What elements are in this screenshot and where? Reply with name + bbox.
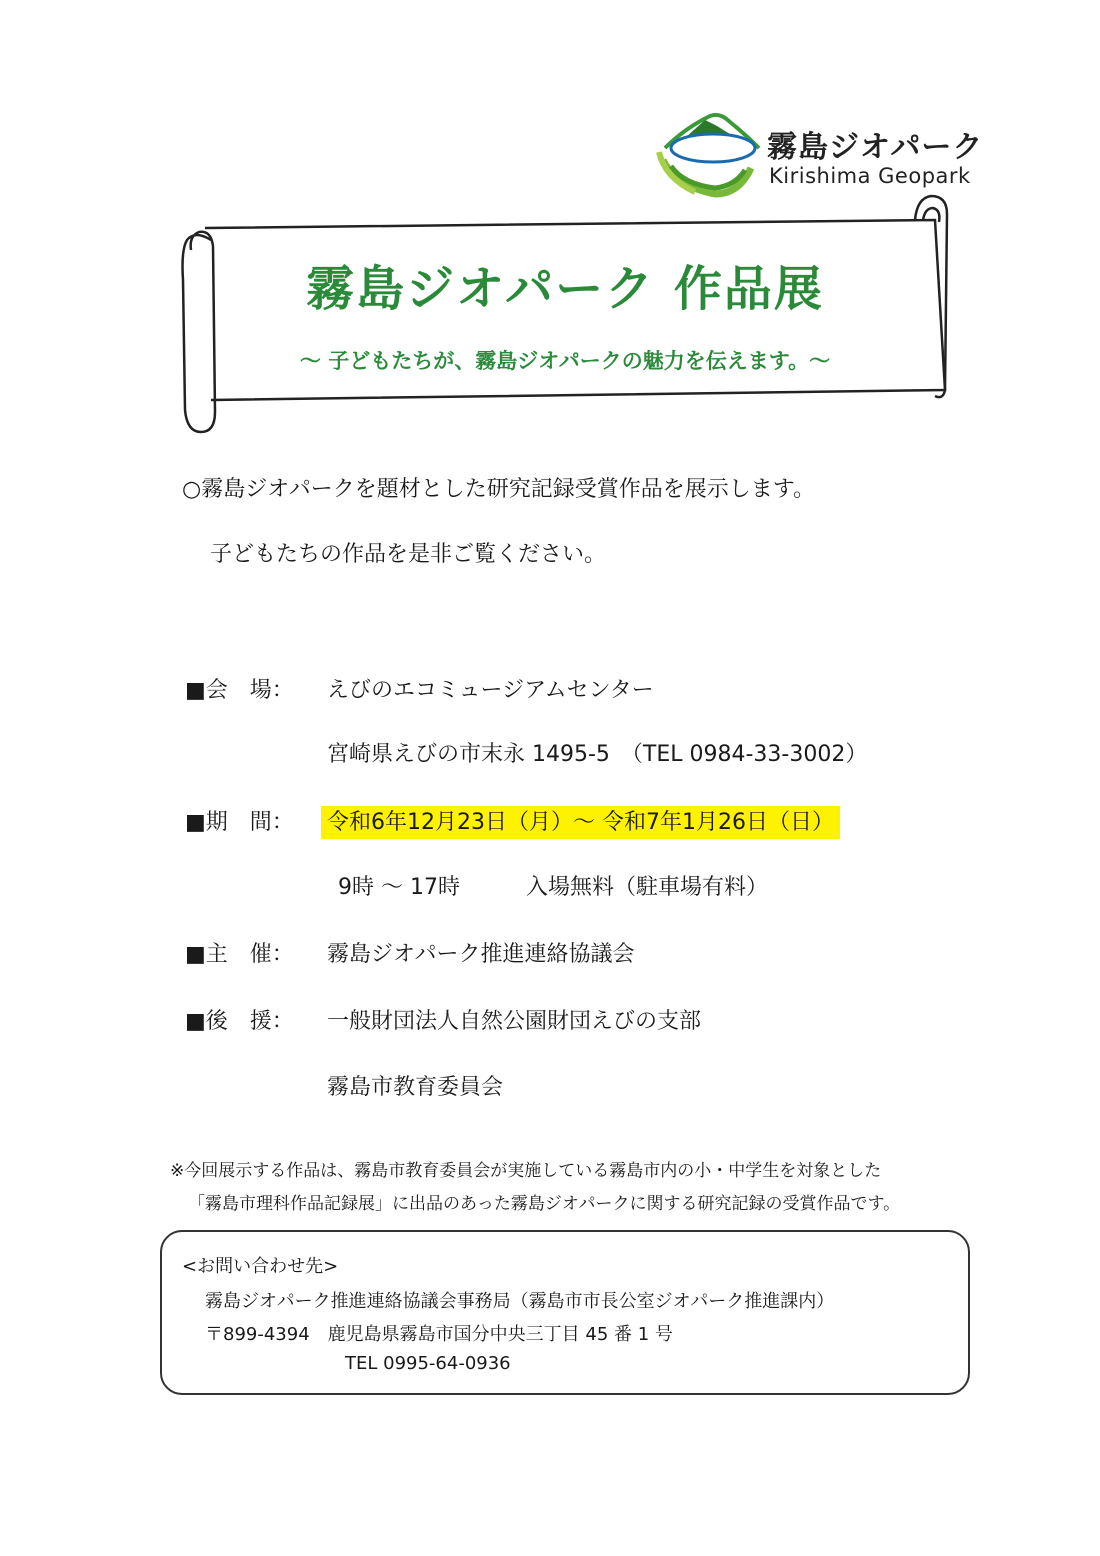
organizer: 霧島ジオパーク推進連絡協議会	[327, 942, 635, 967]
venue-label: ■会 場：	[185, 678, 294, 703]
support-2: 霧島市教育委員会	[327, 1075, 504, 1100]
support-1: 一般財団法人自然公園財団えびの支部	[327, 1009, 702, 1034]
contact-office: 霧島ジオパーク推進連絡協議会事務局（霧島市市長公室ジオパーク推進課内）	[205, 1291, 835, 1312]
event-title: 霧島ジオパーク 作品展	[306, 261, 824, 317]
support-label: ■後 援：	[185, 1009, 294, 1034]
contact-address: 〒899-4394 鹿児島県霧島市国分中央三丁目 45 番 1 号	[205, 1324, 673, 1345]
venue-name: えびのエコミュージアムセンター	[327, 678, 654, 703]
period-dates-row	[327, 805, 840, 836]
event-subtitle: ～ 子どもたちが、霧島ジオパークの魅力を伝えます。～	[299, 349, 831, 373]
period-hours: 9時 ～ 17時 入場無料（駐車場有料）	[338, 875, 768, 900]
period-label: ■期 間：	[185, 810, 294, 835]
logo-name-en: Kirishima Geopark	[769, 164, 971, 188]
period-dates: 令和6年12月23日（月）～ 令和7年1月26日（日）	[321, 806, 840, 839]
note-line-1: ※今回展示する作品は、霧島市教育委員会が実施している霧島市内の小・中学生を対象とした	[170, 1161, 882, 1181]
organizer-label: ■主 催：	[185, 942, 294, 967]
venue-address: 宮崎県えびの市末永 1495-5 （TEL 0984-33-3002）	[327, 742, 868, 767]
contact-tel: TEL 0995-64-0936	[345, 1353, 511, 1374]
title-banner	[175, 190, 955, 440]
contact-heading: <お問い合わせ先>	[182, 1256, 339, 1277]
logo-name-ja: 霧島ジオパーク	[767, 130, 984, 165]
intro-line-2: 子どもたちの作品を是非ご覧ください。	[210, 542, 607, 567]
note-line-2: 「霧島市理科作品記録展」に出品のあった霧島ジオパークに関する研究記録の受賞作品です。	[188, 1194, 901, 1214]
intro-line-1: ○霧島ジオパークを題材とした研究記録受賞作品を展示します。	[182, 477, 815, 502]
